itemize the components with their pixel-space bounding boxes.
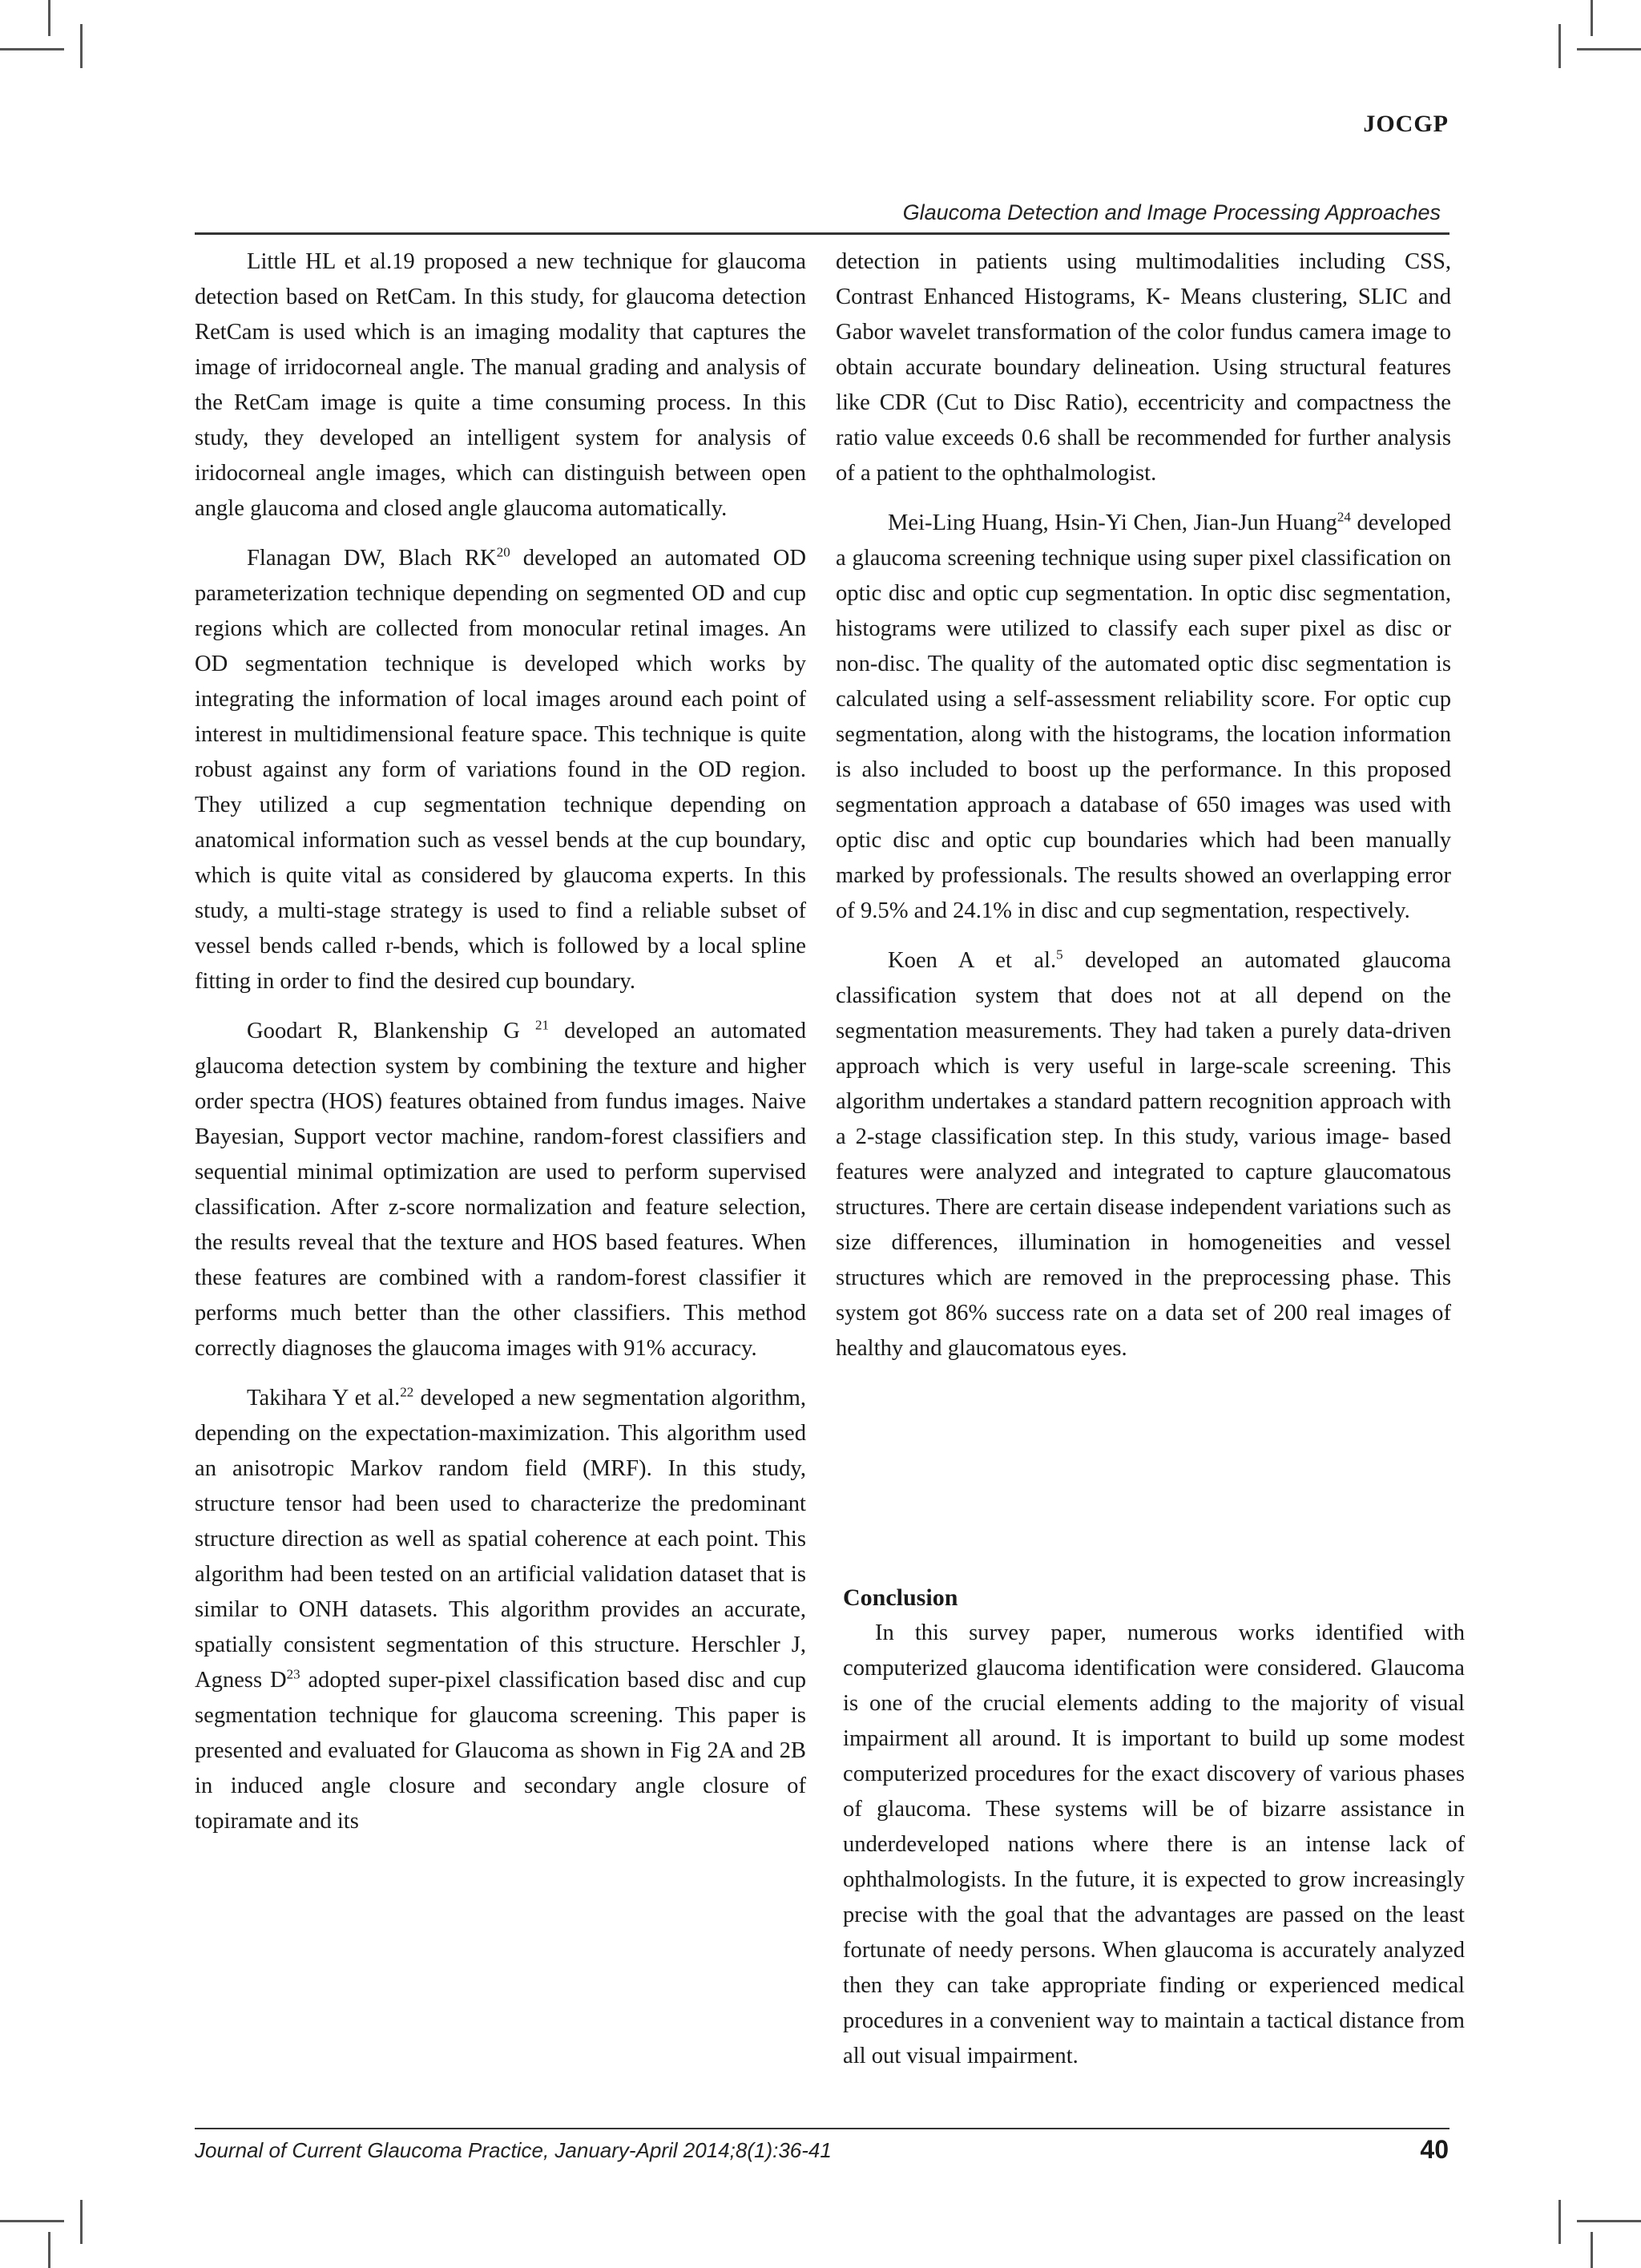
paragraph-text: Flanagan DW, Blach RK <box>247 546 497 571</box>
conclusion-section <box>843 1580 1465 2074</box>
footer-rule <box>195 2128 1449 2129</box>
paragraph: In this survey paper, numerous works identified with computerized glaucoma identification were considered. Glaucoma is one of the crucial elements adding to the majority of visual impairment all around. It is important to build up some modest computerized procedures for the exact discovery of various phases of glaucoma. These systems will be of bizarre assistance in underdeveloped nations where there is an intense lack of ophthalmologists. In the future, it is expected to grow increasingly precise with the goal that the advantages are passed on the least fortunate of needy persons. When glaucoma is accurately analyzed then they can take appropriate finding or experienced medical procedures in a convenient way to maintain a tactical distance from all out visual impairment. <box>843 1620 1465 2068</box>
citation-ref: 20 <box>496 544 510 560</box>
crop-mark <box>80 24 83 68</box>
paragraph-text: developed an automated OD parameterization technique depending on segmented OD and cup regions which are collected from monocular retinal images. An OD segmentation technique is developed which works by integrating the information of local images around each point of interest in multidimensional feature space. This technique is quite robust against any form of variations found in the OD region. They utilized a cup segmentation technique depending on anatomical information such as vessel bends at the cup boundary, which is quite vital as considered by glaucoma experts. In this study, a multi-stage strategy is used to find a reliable subset of vessel bends called r-bends, which is followed by a local spline fitting in order to find the desired cup boundary. <box>195 546 806 994</box>
paragraph: Little HL et al.19 proposed a new technique for glaucoma detection based on RetCam. In this study, for glaucoma detection RetCam is used which is an imaging modality that captures the image of irridocorneal angle. The manual grading and analysis of the RetCam image is quite a time consuming process. In this study, they developed an intelligent system for analysis of iridocorneal angle images, which can distinguish between open angle glaucoma and closed angle glaucoma automatically. <box>195 249 806 521</box>
paragraph-text: developed a glaucoma screening technique using super pixel classification on optic disc and optic cup segmentation. In optic disc segmentation, histograms were utilized to classify each super pixel as disc or non-disc. The quality of the automated optic disc segmentation is calculated using a self-assessment reliability score. For optic cup segmentation, along with the histograms, the location information is also included to boost up the performance. In this proposed segmentation approach a database of 650 images was used with optic disc and optic cup boundaries which had been manually marked by professionals. The results showed an overlapping error of 9.5% and 24.1% in disc and cup segmentation, respectively. <box>836 511 1451 923</box>
crop-mark <box>1591 2232 1593 2268</box>
paragraph <box>836 943 1451 1366</box>
paragraph <box>195 541 806 999</box>
left-column <box>195 244 806 1839</box>
crop-mark <box>1558 2200 1561 2244</box>
crop-mark <box>80 2200 83 2244</box>
paragraph-text: developed an automated glaucoma detection system by combining the texture and higher order spectra (HOS) features obtained from fundus images. Naive Bayesian, Support vector machine, random-forest classifiers and sequential minimal optimization are used to perform supervised classification. After z-score normalization and feature selection, the results reveal that the texture and HOS based features. When these features are combined with a random-forest classifier it performs much better than the other classifiers. This method correctly diagnoses the glaucoma images with 91% accuracy. <box>195 1019 806 1361</box>
paragraph-text: Takihara Y et al. <box>247 1386 401 1410</box>
header-rule <box>195 232 1449 235</box>
citation-ref: 22 <box>400 1384 414 1400</box>
paragraph-text: Goodart R, Blankenship G <box>247 1019 536 1043</box>
citation-ref: 23 <box>286 1666 300 1682</box>
citation-ref: 5 <box>1056 946 1063 962</box>
paragraph-text: developed a new segmentation algorithm, depending on the expectation-maximization. This algorithm used an anisotropic Markov random field (MRF). In this study, structure tensor had been used to characterize the predominant structure direction as well as spatial coherence at each point. This algorithm had been tested on an artificial validation dataset that is similar to ONH datasets. This algorithm provides an accurate, spatially consistent segmentation of this structure. Herschler J, Agness D <box>195 1386 806 1693</box>
crop-mark <box>48 0 50 36</box>
paragraph-text: developed an automated glaucoma classification system that does not at all depend on the segmentation measurements. They had taken a purely data-driven approach which is very useful in large-scale screening. This algorithm undertakes a standard pattern recognition approach with a 2-stage classification step. In this study, various image- based features were analyzed and integrated to capture glaucomatous structures. There are certain disease independent variations such as size differences, illumination in homogeneities and vessel structures which are removed in the preprocessing phase. This system got 86% success rate on a data set of 200 real images of healthy and glaucomatous eyes. <box>836 948 1451 1361</box>
crop-mark <box>0 48 64 50</box>
journal-citation: Journal of Current Glaucoma Practice, January-April 2014;8(1):36-41 <box>195 2138 832 2162</box>
crop-mark <box>1577 2220 1641 2222</box>
crop-mark <box>1558 24 1561 68</box>
paragraph <box>195 1381 806 1839</box>
paragraph-text: Mei-Ling Huang, Hsin-Yi Chen, Jian-Jun Huang <box>888 511 1337 535</box>
paragraph <box>195 1014 806 1366</box>
journal-abbreviation: JOCGP <box>1363 111 1449 137</box>
right-column <box>836 244 1451 1366</box>
paragraph-text: Koen A et al. <box>888 948 1057 973</box>
citation-ref: 24 <box>1337 509 1351 525</box>
crop-mark <box>0 2220 64 2222</box>
crop-mark <box>1577 48 1641 50</box>
crop-mark <box>48 2232 50 2268</box>
running-title: Glaucoma Detection and Image Processing Approaches <box>902 200 1441 224</box>
paragraph-text: adopted super-pixel classification based disc and cup segmentation technique for glaucoma screening. This paper is presented and evaluated for Glaucoma as shown in Fig 2A and 2B in induced angle closure and secondary angle closure of topiramate and its <box>195 1668 806 1834</box>
crop-mark <box>1591 0 1593 36</box>
paragraph <box>836 506 1451 929</box>
section-heading: Conclusion <box>843 1584 958 1611</box>
page-number: 40 <box>1420 2135 1449 2164</box>
paragraph: detection in patients using multimodalities including CSS, Contrast Enhanced Histograms, K- Means clustering, SLIC and Gabor wavelet transformation of the color fundus camera image to obtain accurate boundary delineation. Using structural features like CDR (Cut to Disc Ratio), eccentricity and compactness the ratio value exceeds 0.6 shall be recommended for further analysis of a patient to the ophthalmologist. <box>836 249 1451 486</box>
citation-ref: 21 <box>535 1017 550 1033</box>
